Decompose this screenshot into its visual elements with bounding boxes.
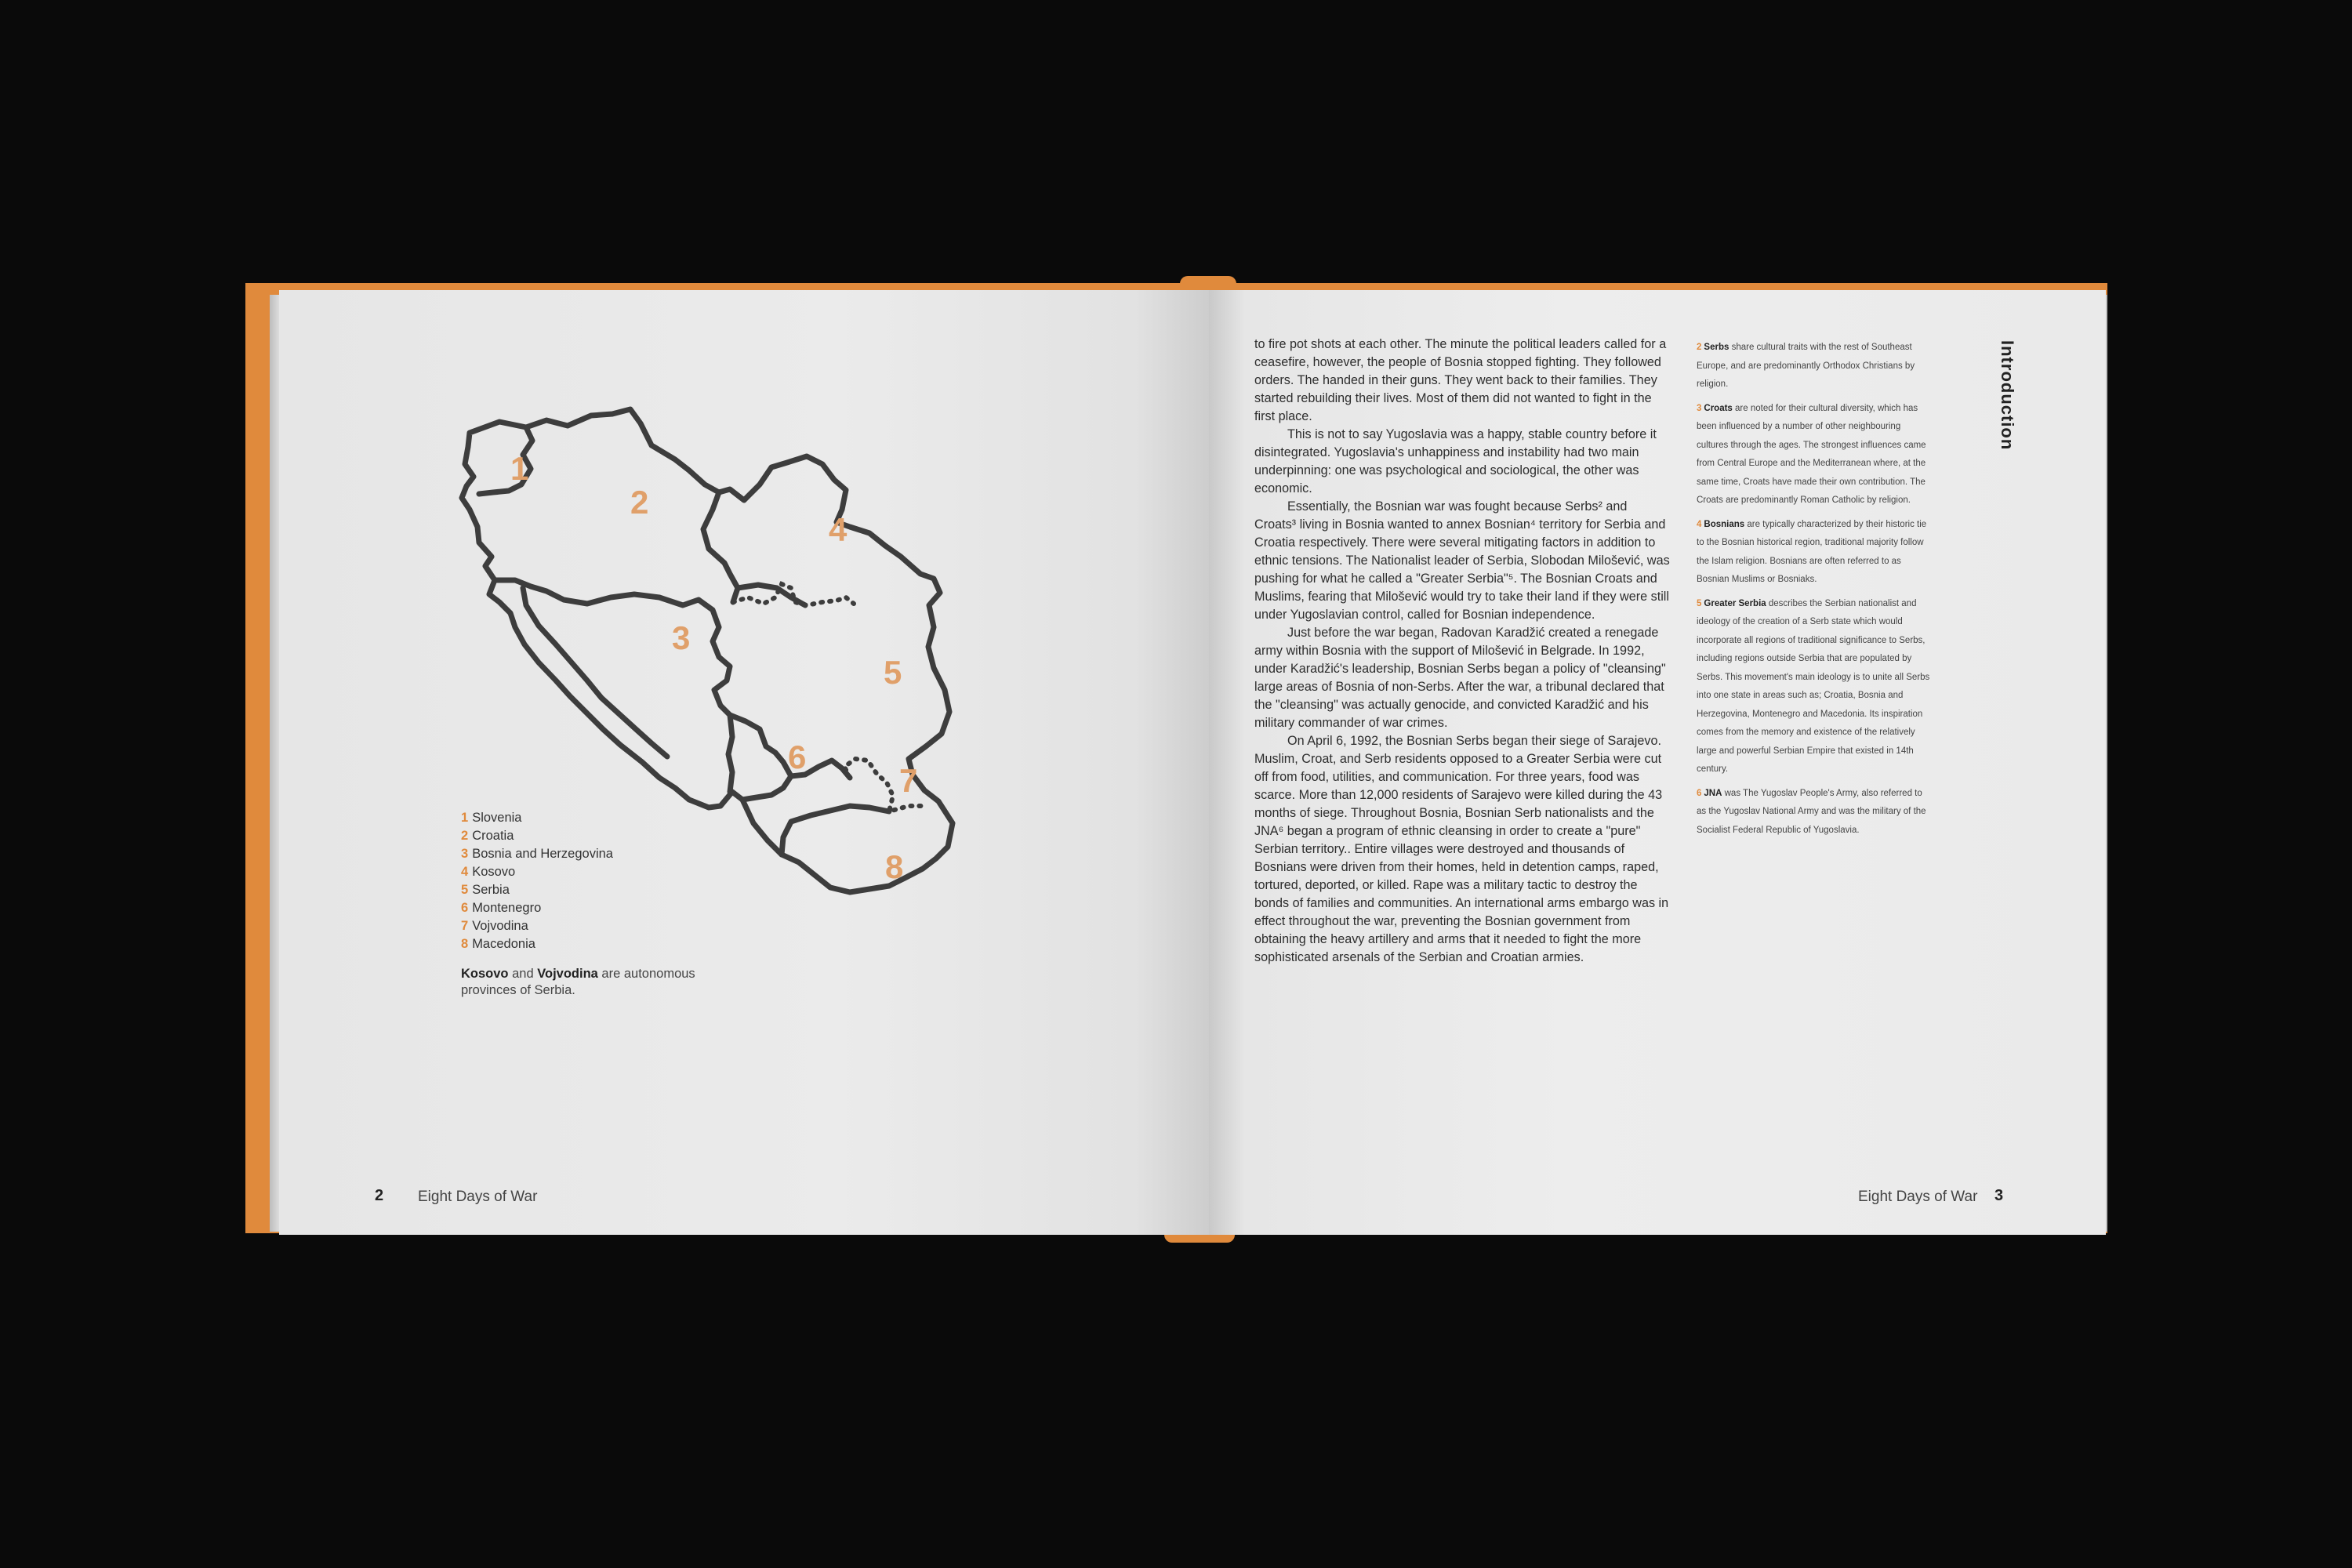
footnote-number: 4 — [1697, 519, 1702, 529]
footnote — [1697, 785, 1932, 840]
section-title: Introduction — [1998, 340, 2017, 451]
legend-item-name: Slovenia — [472, 811, 522, 825]
legend-item — [461, 935, 613, 953]
footnote-term: Bosnians — [1704, 519, 1745, 529]
legend-item — [461, 899, 613, 917]
legend-item-name: Macedonia — [472, 937, 535, 951]
footnote-term: Serbs — [1704, 343, 1730, 352]
footnote-text: are noted for their cultural diversity, which has been influenced by a number of other neighbouring cultures through the ages. The strongest influences came from Central Europe and the Mediterranean where, at the same time, Croats have made their own contribution. The Croats are predominantly Roman Catholic by religion. — [1697, 403, 1926, 505]
legend-item-number: 2 — [461, 829, 469, 843]
footnote-text: was The Yugoslav People's Army, also referred to as the Yugoslav National Army and was the military of the Socialist Federal Republic of Yugoslavia. — [1697, 788, 1926, 835]
footnote-text: are typically characterized by their historic tie to the Bosnian historical region, traditional majority follow the Islam religion. Bosnians are often referred to as Bosnian Muslims or Bosniaks. — [1697, 519, 1927, 584]
legend-item — [461, 863, 613, 881]
legend-item-name: Montenegro — [472, 901, 542, 915]
footnote — [1697, 516, 1932, 590]
legend-item — [461, 881, 613, 899]
paragraph-4: Just before the war began, Radovan Karadžić created a renegade army within Bosnia with the support of Milošević in Belgrade. In 1992, under Karadžić's leadership, Bosnian Serbs began a policy of "cleansing" large areas of Bosnia of non-Serbs. After the war, a tribunal declared that the "cleansing" was actually genocide, and convicted Karadžić and his military commander of war crimes. — [1254, 626, 1666, 730]
running-title-right: Eight Days of War — [1858, 1189, 1978, 1205]
paragraph-2: This is not to say Yugoslavia was a happy, stable country before it disintegrated. Yugoslavia's unhappiness and instability had two main underpinning: one was psychological and sociological, the other was economic. — [1254, 427, 1657, 495]
legend-item-name: Serbia — [472, 883, 510, 897]
region-number-3: 3 — [672, 619, 691, 656]
region-number-8: 8 — [885, 848, 904, 885]
paragraph-3: Essentially, the Bosnian war was fought because Serbs² and Croats³ living in Bosnia wanted to annex Bosnian⁴ territory for Serbia and Croatia respectively. There were several mitigating factors in addition to ethnic tensions. The Nationalist leader of Serbia, Slobodan Milošević, was pushing for what he called a "Greater Serbia"⁵. The Bosnian Croats and Muslims, fearing that Milošević would try to take their land if they were still under Yugoslavian control, called for Bosnian independence. — [1254, 499, 1670, 622]
legend-note-term-1: Kosovo — [461, 967, 509, 981]
map-border-bosnia-serbia — [703, 492, 738, 602]
region-number-1: 1 — [510, 450, 529, 487]
page-number-right: 3 — [1994, 1187, 2004, 1204]
footnote-number: 5 — [1697, 598, 1702, 608]
page-edge-left — [270, 295, 279, 1232]
page-number-left: 2 — [375, 1187, 384, 1204]
legend-item — [461, 917, 613, 935]
paragraph-1: to fire pot shots at each other. The minute the political leaders called for a ceasefire, however, the people of Bosnia stopped fighting. They followed orders. The handed in their guns. They went back to their families. They started rebuilding their lives. Most of them did not wanted to fight in the first place. — [1254, 337, 1667, 423]
legend-item — [461, 809, 613, 827]
legend-item — [461, 845, 613, 863]
footnote-term: JNA — [1704, 788, 1722, 798]
footnote-number: 2 — [1697, 343, 1702, 352]
map-border-vojvodina-macedonia — [782, 806, 889, 855]
footnote — [1697, 595, 1932, 779]
right-page — [1209, 290, 2106, 1235]
legend-note — [461, 966, 720, 999]
legend-item-number: 8 — [461, 937, 469, 951]
legend-item-name: Vojvodina — [472, 919, 528, 933]
legend-item-name: Bosnia and Herzegovina — [472, 847, 613, 861]
legend-note-text: are autonomous provinces of Serbia. — [461, 967, 695, 997]
left-page — [279, 290, 1209, 1235]
footnote-number: 3 — [1697, 403, 1702, 413]
map-border-montenegro — [730, 715, 791, 800]
legend-item-name: Croatia — [472, 829, 514, 843]
region-number-6: 6 — [788, 739, 807, 775]
legend-item-number: 3 — [461, 847, 469, 861]
footnotes — [1697, 339, 1932, 845]
footnote-term: Greater Serbia — [1704, 598, 1766, 608]
region-number-5: 5 — [884, 654, 902, 691]
legend-item-number: 6 — [461, 901, 469, 915]
footnote-number: 6 — [1697, 788, 1702, 798]
footnote-text: share cultural traits with the rest of Southeast Europe, and are predominantly Orthodox Christians by religion. — [1697, 343, 1915, 389]
running-title-left: Eight Days of War — [418, 1189, 538, 1205]
map-legend — [461, 809, 613, 953]
body-text — [1254, 336, 1671, 967]
book-cover-spine-top — [1180, 276, 1236, 292]
legend-item-number: 4 — [461, 865, 469, 879]
legend-item-name: Kosovo — [472, 865, 516, 879]
legend-note-and: and — [508, 967, 538, 981]
footnote-term: Croats — [1704, 403, 1733, 413]
region-number-2: 2 — [630, 484, 649, 521]
footnote-text: describes the Serbian nationalist and ideology of the creation of a Serb state which would incorporate all regions of traditional significance to Serbs, including regions outside Serbia that are populated by Serbs. This movement's main ideology is to unite all Serbs into one state in areas such as; Croatia, Bosnia and Herzegovina, Montenegro and Macedonia. Its inspiration comes from the memory and existence of the relatively large and powerful Serbian Empire that existed in 14th century. — [1697, 598, 1930, 774]
footnote — [1697, 400, 1932, 510]
legend-item-number: 1 — [461, 811, 469, 825]
legend-note-term-2: Vojvodina — [537, 967, 598, 981]
legend-item-number: 7 — [461, 919, 469, 933]
footnote — [1697, 339, 1932, 394]
paragraph-5: On April 6, 1992, the Bosnian Serbs began their siege of Sarajevo. Muslim, Croat, and Serb residents opposed to a Greater Serbia were cut off from food, utilities, and communication. For three years, food was scarce. More than 12,000 residents of Sarajevo were killed during the 43 months of siege. Throughout Bosnia, Bosnian Serb nationalists and the JNA⁶ began a program of ethnic cleansing in order to create a "pure" Serbian territory.. Entire villages were destroyed and thousands of Bosnians were driven from their homes, held in detention camps, raped, tortured, deported, or killed. Rape was a military tactic to destroy the bonds of families and communities. An international arms embargo was in effect throughout the war, preventing the Bosnian government from obtaining the heavy artillery and arms that it needed to fight the more sophisticated arsenals of the Serbian and Croatian armies. — [1254, 734, 1669, 964]
region-number-7: 7 — [899, 762, 918, 799]
legend-item-number: 5 — [461, 883, 469, 897]
region-number-4: 4 — [829, 511, 848, 548]
legend-item — [461, 827, 613, 845]
